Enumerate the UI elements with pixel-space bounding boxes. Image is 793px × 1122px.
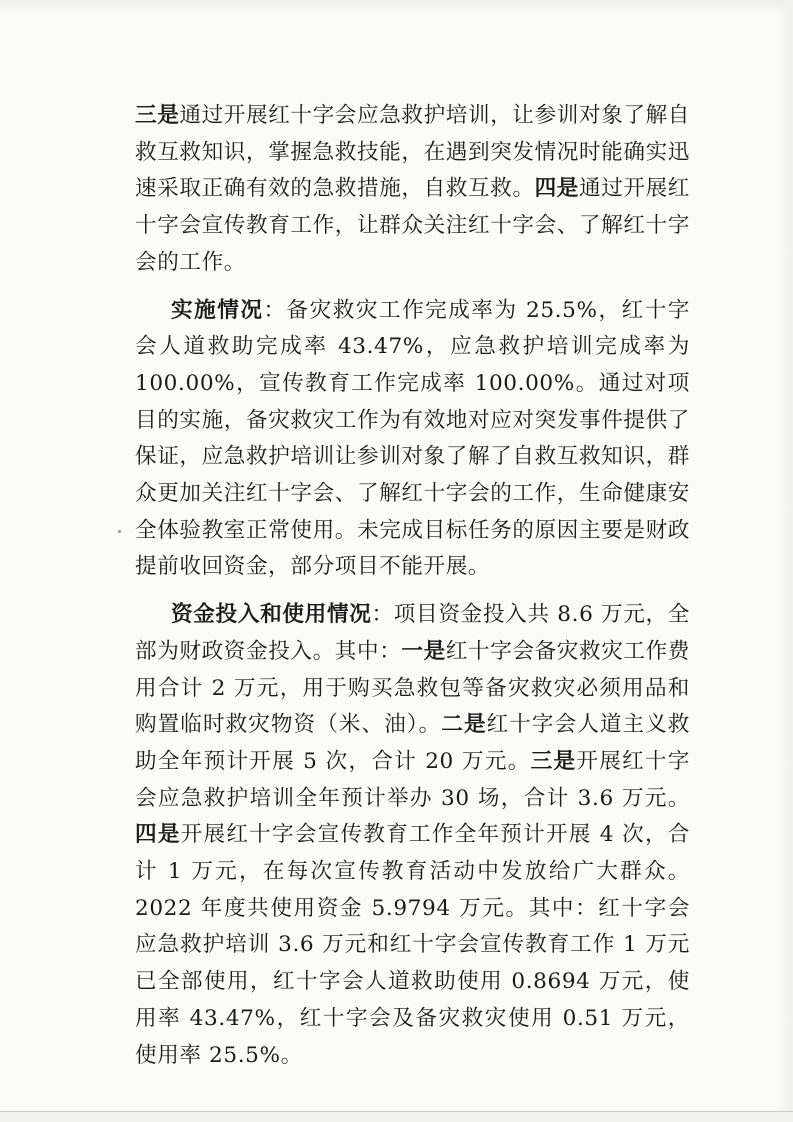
- paragraph-text: 红十字会备灾救灾工作费用合计 2 万元，用于购买急救包等备灾救灾必须用品和购置临时救灾物资（米、油）。: [135, 638, 691, 738]
- scan-shadow-right: [775, 0, 793, 1122]
- enumeration-marker: 四是: [534, 176, 579, 202]
- paragraph-text: 开展红十字会应急救护培训全年预计举办 30 场，合计 3.6 万元。: [135, 748, 690, 811]
- paragraph-text: ：项目资金投入共 8.6 万元，全部为财政资金投入。其中：: [135, 602, 690, 664]
- paragraph-text: 通过开展红十字会宣传教育工作，让群众关注红十字会、了解红十字会的工作。: [135, 176, 690, 275]
- paragraph-text: ：备灾救灾工作完成率为 25.5%，红十字会人道救助完成率 43.47%，应急救护培训完成率为 100.00%，宣传教育工作完成率 100.00%。通过对项目的实施，备灾救灾工作为有效地对应对突发事件提供了保证，应急救护培训让参训对象了解了自救互救知识，群众更加关注红十字会、了解红十字会的工作，生命健康安全体验教室正常使用。未完成目标任务的原因主要是财政提前收回资金，部分项目不能开展。: [135, 297, 690, 580]
- paragraph-implementation: [135, 293, 690, 587]
- section-heading: 实施情况: [171, 297, 264, 323]
- scan-shadow-top: [0, 0, 793, 14]
- document-body: [135, 98, 690, 1074]
- paragraph-text: 开展红十字会宣传教育工作全年预计开展 4 次，合计 1 万元，在每次宣传教育活动中发放给广大群众。2022 年度共使用资金 5.9794 万元。其中：红十字会应急救护培训 3.6 万元和红十字会宣传教育工作 1 万元已全部使用，红十字会人道救助使用 0.8694 万元，使用率 43.47%，红十字会及备灾救灾使用 0.51 万元，使用率 25.5%。: [135, 822, 691, 1068]
- enumeration-marker: 一是: [401, 638, 446, 664]
- paragraph-text: 通过开展红十字会应急救护培训，让参训对象了解自救互救知识，掌握急救技能，在遇到突发情况时能确实迅速采取正确有效的急救措施，自救互救。: [135, 103, 690, 202]
- section-heading: 资金投入和使用情况: [171, 602, 372, 628]
- paragraph-text: 红十字会人道主义救助全年预计开展 5 次，合计 20 万元。: [135, 712, 690, 774]
- scan-speck: [118, 530, 121, 533]
- enumeration-marker: 三是: [530, 748, 577, 774]
- paragraph-objectives: [135, 98, 690, 282]
- enumeration-marker: 二是: [441, 712, 487, 738]
- scan-edge-bottom: [0, 1111, 793, 1122]
- enumeration-marker: 四是: [135, 822, 181, 848]
- enumeration-marker: 三是: [135, 103, 180, 128]
- paragraph-funding: [135, 597, 690, 1074]
